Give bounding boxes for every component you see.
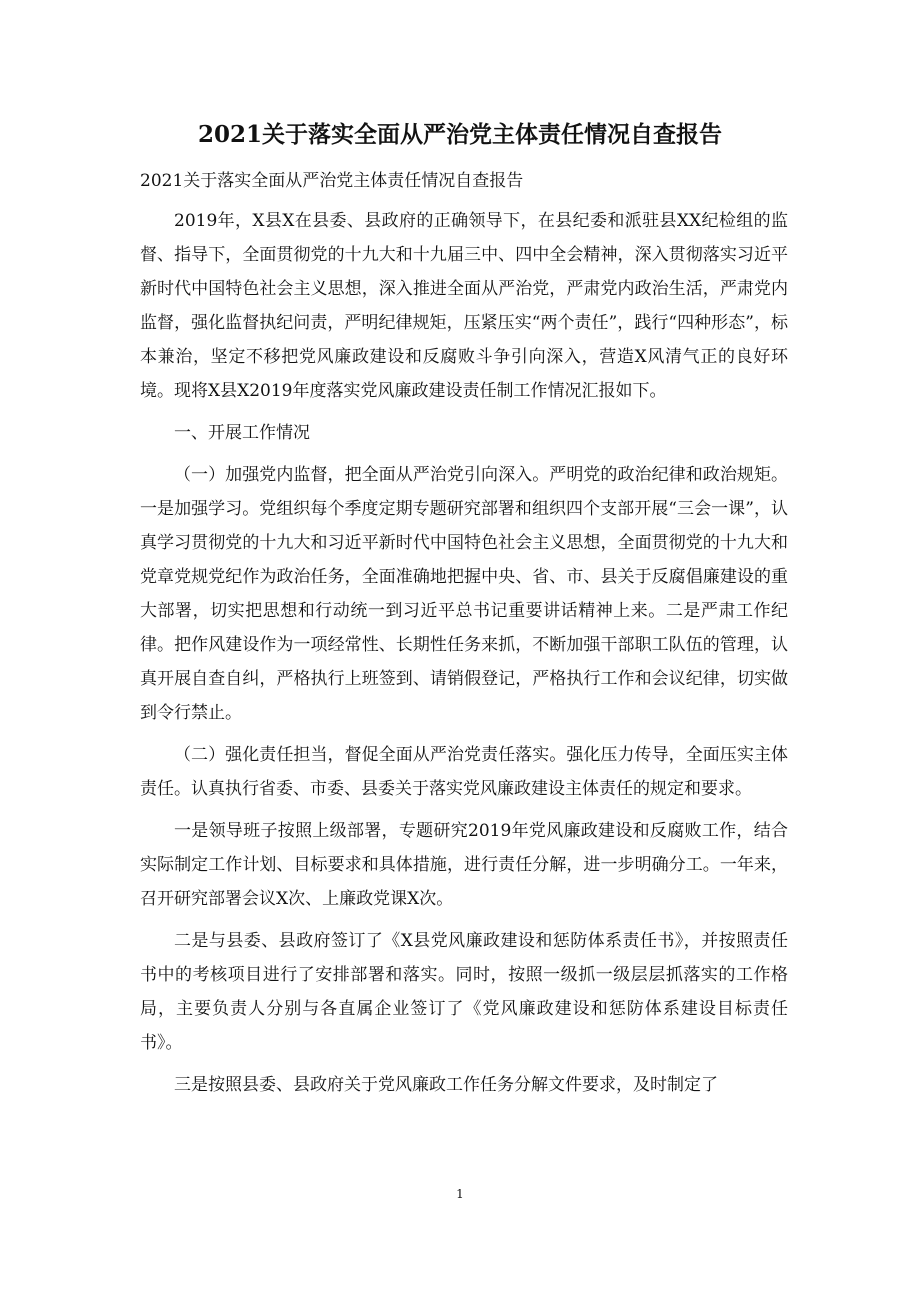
paragraph-intro: 2019年，X县X在县委、县政府的正确领导下，在县纪委和派驻县XX纪检组的监督、指导下，全面贯彻党的十九大和十九届三中、四中全会精神，深入贯彻落实习近平新时代中国特色社会主义思想，深入推进全面从严治党，严肃党内政治生活，严肃党内监督，强化监督执纪问责，严明纪律规矩，压紧压实“两个责任”，践行“四种形态”，标本兼治，坚定不移把党风廉政建设和反腐败斗争引向深入，营造X风清气正的良好环境。现将X县X2019年度落实党风廉政建设责任制工作情况汇报如下。 bbox=[140, 211, 788, 401]
paragraph-item-3: 三是按照县委、县政府关于党风廉政工作任务分解文件要求，及时制定了 bbox=[174, 1075, 718, 1095]
document-body bbox=[140, 164, 788, 1110]
page-number: 1 bbox=[456, 1187, 464, 1201]
section-heading: 一、开展工作情况 bbox=[174, 423, 310, 443]
paragraph-item-1: 一是领导班子按照上级部署，专题研究2019年党风廉政建设和反腐败工作，结合实际制定工作计划、目标要求和具体措施，进行责任分解，进一步明确分工。一年来，召开研究部署会议X次、上廉政党课X次。 bbox=[140, 821, 788, 909]
paragraph-item-2: 二是与县委、县政府签订了《X县党风廉政建设和惩防体系责任书》，并按照责任书中的考核项目进行了安排部署和落实。同时，按照一级抓一级层层抓落实的工作格局，主要负责人分别与各直属企业签订了《党风廉政建设和惩防体系建设目标责任书》。 bbox=[140, 931, 788, 1053]
paragraph-section-1: （一）加强党内监督，把全面从严治党引向深入。严明党的政治纪律和政治规矩。一是加强学习。党组织每个季度定期专题研究部署和组织四个支部开展“三会一课”，认真学习贯彻党的十九大和习近平新时代中国特色社会主义思想，全面贯彻党的十九大和党章党规党纪作为政治任务，全面准确地把握中央、省、市、县关于反腐倡廉建设的重大部署，切实把思想和行动统一到习近平总书记重要讲话精神上来。二是严肃工作纪律。把作风建设作为一项经常性、长期性任务来抓，不断加强干部职工队伍的管理，认真开展自查自纠，严格执行上班签到、请销假登记，严格执行工作和会议纪律，切实做到令行禁止。 bbox=[140, 465, 788, 723]
document-title: 2021关于落实全面从严治党主体责任情况自查报告 bbox=[197, 121, 722, 148]
paragraph-section-2: （二）强化责任担当，督促全面从严治党责任落实。强化压力传导，全面压实主体责任。认真执行省委、市委、县委关于落实党风廉政建设主体责任的规定和要求。 bbox=[140, 745, 788, 799]
paragraph-subtitle: 2021关于落实全面从严治党主体责任情况自查报告 bbox=[140, 171, 524, 191]
